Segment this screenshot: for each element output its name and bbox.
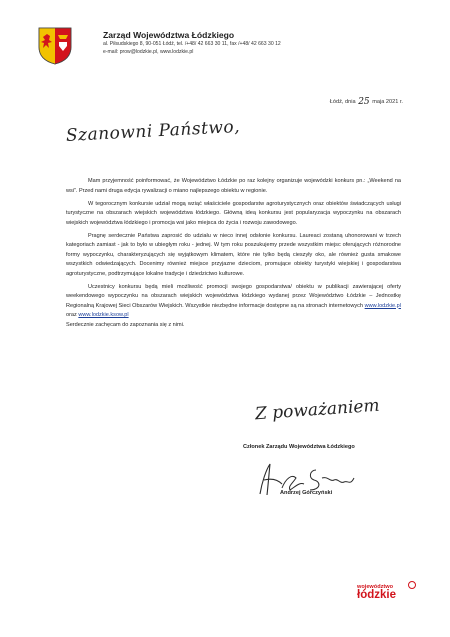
organization-name: Zarząd Województwa Łódzkiego bbox=[103, 30, 235, 40]
date-day: 25 bbox=[358, 97, 370, 107]
logo-big-text: łódzkie bbox=[357, 589, 396, 601]
paragraph-4-text: Uczestnicy konkursu będą mieli możliwość promocji swojego gospodarstwa/ obiektu w publikacji zawierającej oferty weekendowego wypoczynku na obszarach wiejskich województwa łódzkiego wydanej przez Województwo Łódzkie – Jednostkę Regionalną Krajowej Sieci Obszarów Wiejskich. Wszystkie niezbędne informacje dostępne są na stronach internetowych bbox=[66, 283, 401, 309]
paragraph-3: Pragnę serdecznie Państwa zaprosić do udziału w nieco innej odsłonie konkursu. Laureaci zostaną uhonorowani w trzech kategoriach zamiast - jak to było w ubiegłym roku - jednej. W tym roku poszukujemy przede wszystkim miejsc oferujących różnorodne formy wypoczynku, charakteryzujących się wyjątkowym klimatem, które nie tylko będą cieszyły oko, ale również gusta smakowe wszystkich odwiedzających. Docenimy również miejsce przyjazne dzieciom, promujące obiekty turystyki wiejskiej i gospodarstwa agroturystyczne, podtrzymujące lokalne tradycje i dziedzictwo kulturowe. bbox=[66, 232, 401, 277]
link-lodzkie-ksow[interactable]: www.lodzkie.ksow.pl bbox=[78, 312, 129, 318]
signatory-role: Członek Zarządu Województwa Łódzkiego bbox=[243, 444, 355, 450]
date-suffix: maja 2021 r. bbox=[372, 99, 403, 105]
date-prefix: Łódź, dnia bbox=[329, 99, 356, 105]
salutation: Szanowni Państwo, bbox=[65, 116, 241, 146]
paragraph-4-connector: oraz bbox=[66, 312, 77, 318]
organization-address: al. Piłsudskiego 8, 90-051 Łódź, tel. /+48/ 42 663 30 11, fax /+48/ 42 663 30 12 bbox=[103, 41, 281, 47]
letter-body bbox=[66, 177, 401, 334]
lodzkie-logo bbox=[357, 584, 417, 601]
paragraph-4-end: Serdecznie zachęcam do zapoznania się z nimi. bbox=[66, 321, 185, 328]
signatory-name: Andrzej Górczyński bbox=[280, 490, 333, 496]
logo-small-text: województwo bbox=[357, 584, 394, 590]
coat-of-arms-icon bbox=[38, 27, 72, 65]
logo-mark-icon bbox=[408, 581, 416, 589]
letter-date bbox=[330, 96, 403, 106]
link-lodzkie[interactable]: www.lodzkie.pl bbox=[364, 302, 401, 309]
paragraph-2: W tegorocznym konkursie udział mogą wziąć właściciele gospodarstw agroturystycznych oraz obiektów świadczących usługi turystyczne na obszarach wiejskich województwa łódzkiego. Główną ideą konkursu jest popularyzacja wypoczynku na obszarach wiejskich województwa łódzkiego i promocja wsi jako miejsca do życia i rozwoju zawodowego. bbox=[66, 200, 401, 226]
letterhead bbox=[103, 30, 423, 56]
paragraph-4 bbox=[66, 283, 401, 331]
paragraph-1: Mam przyjemność poinformować, że Województwo Łódzkie po raz kolejny organizuje wojewódzki konkurs pn.: „Weekend na wsi”. Przed nami druga edycja rywalizacji o miano najlepszego obiektu w regionie. bbox=[66, 178, 401, 194]
organization-contact: e-mail: prow@lodzkie.pl, www.lodzkie.pl bbox=[103, 49, 194, 55]
closing-phrase: Z poważaniem bbox=[254, 395, 381, 425]
